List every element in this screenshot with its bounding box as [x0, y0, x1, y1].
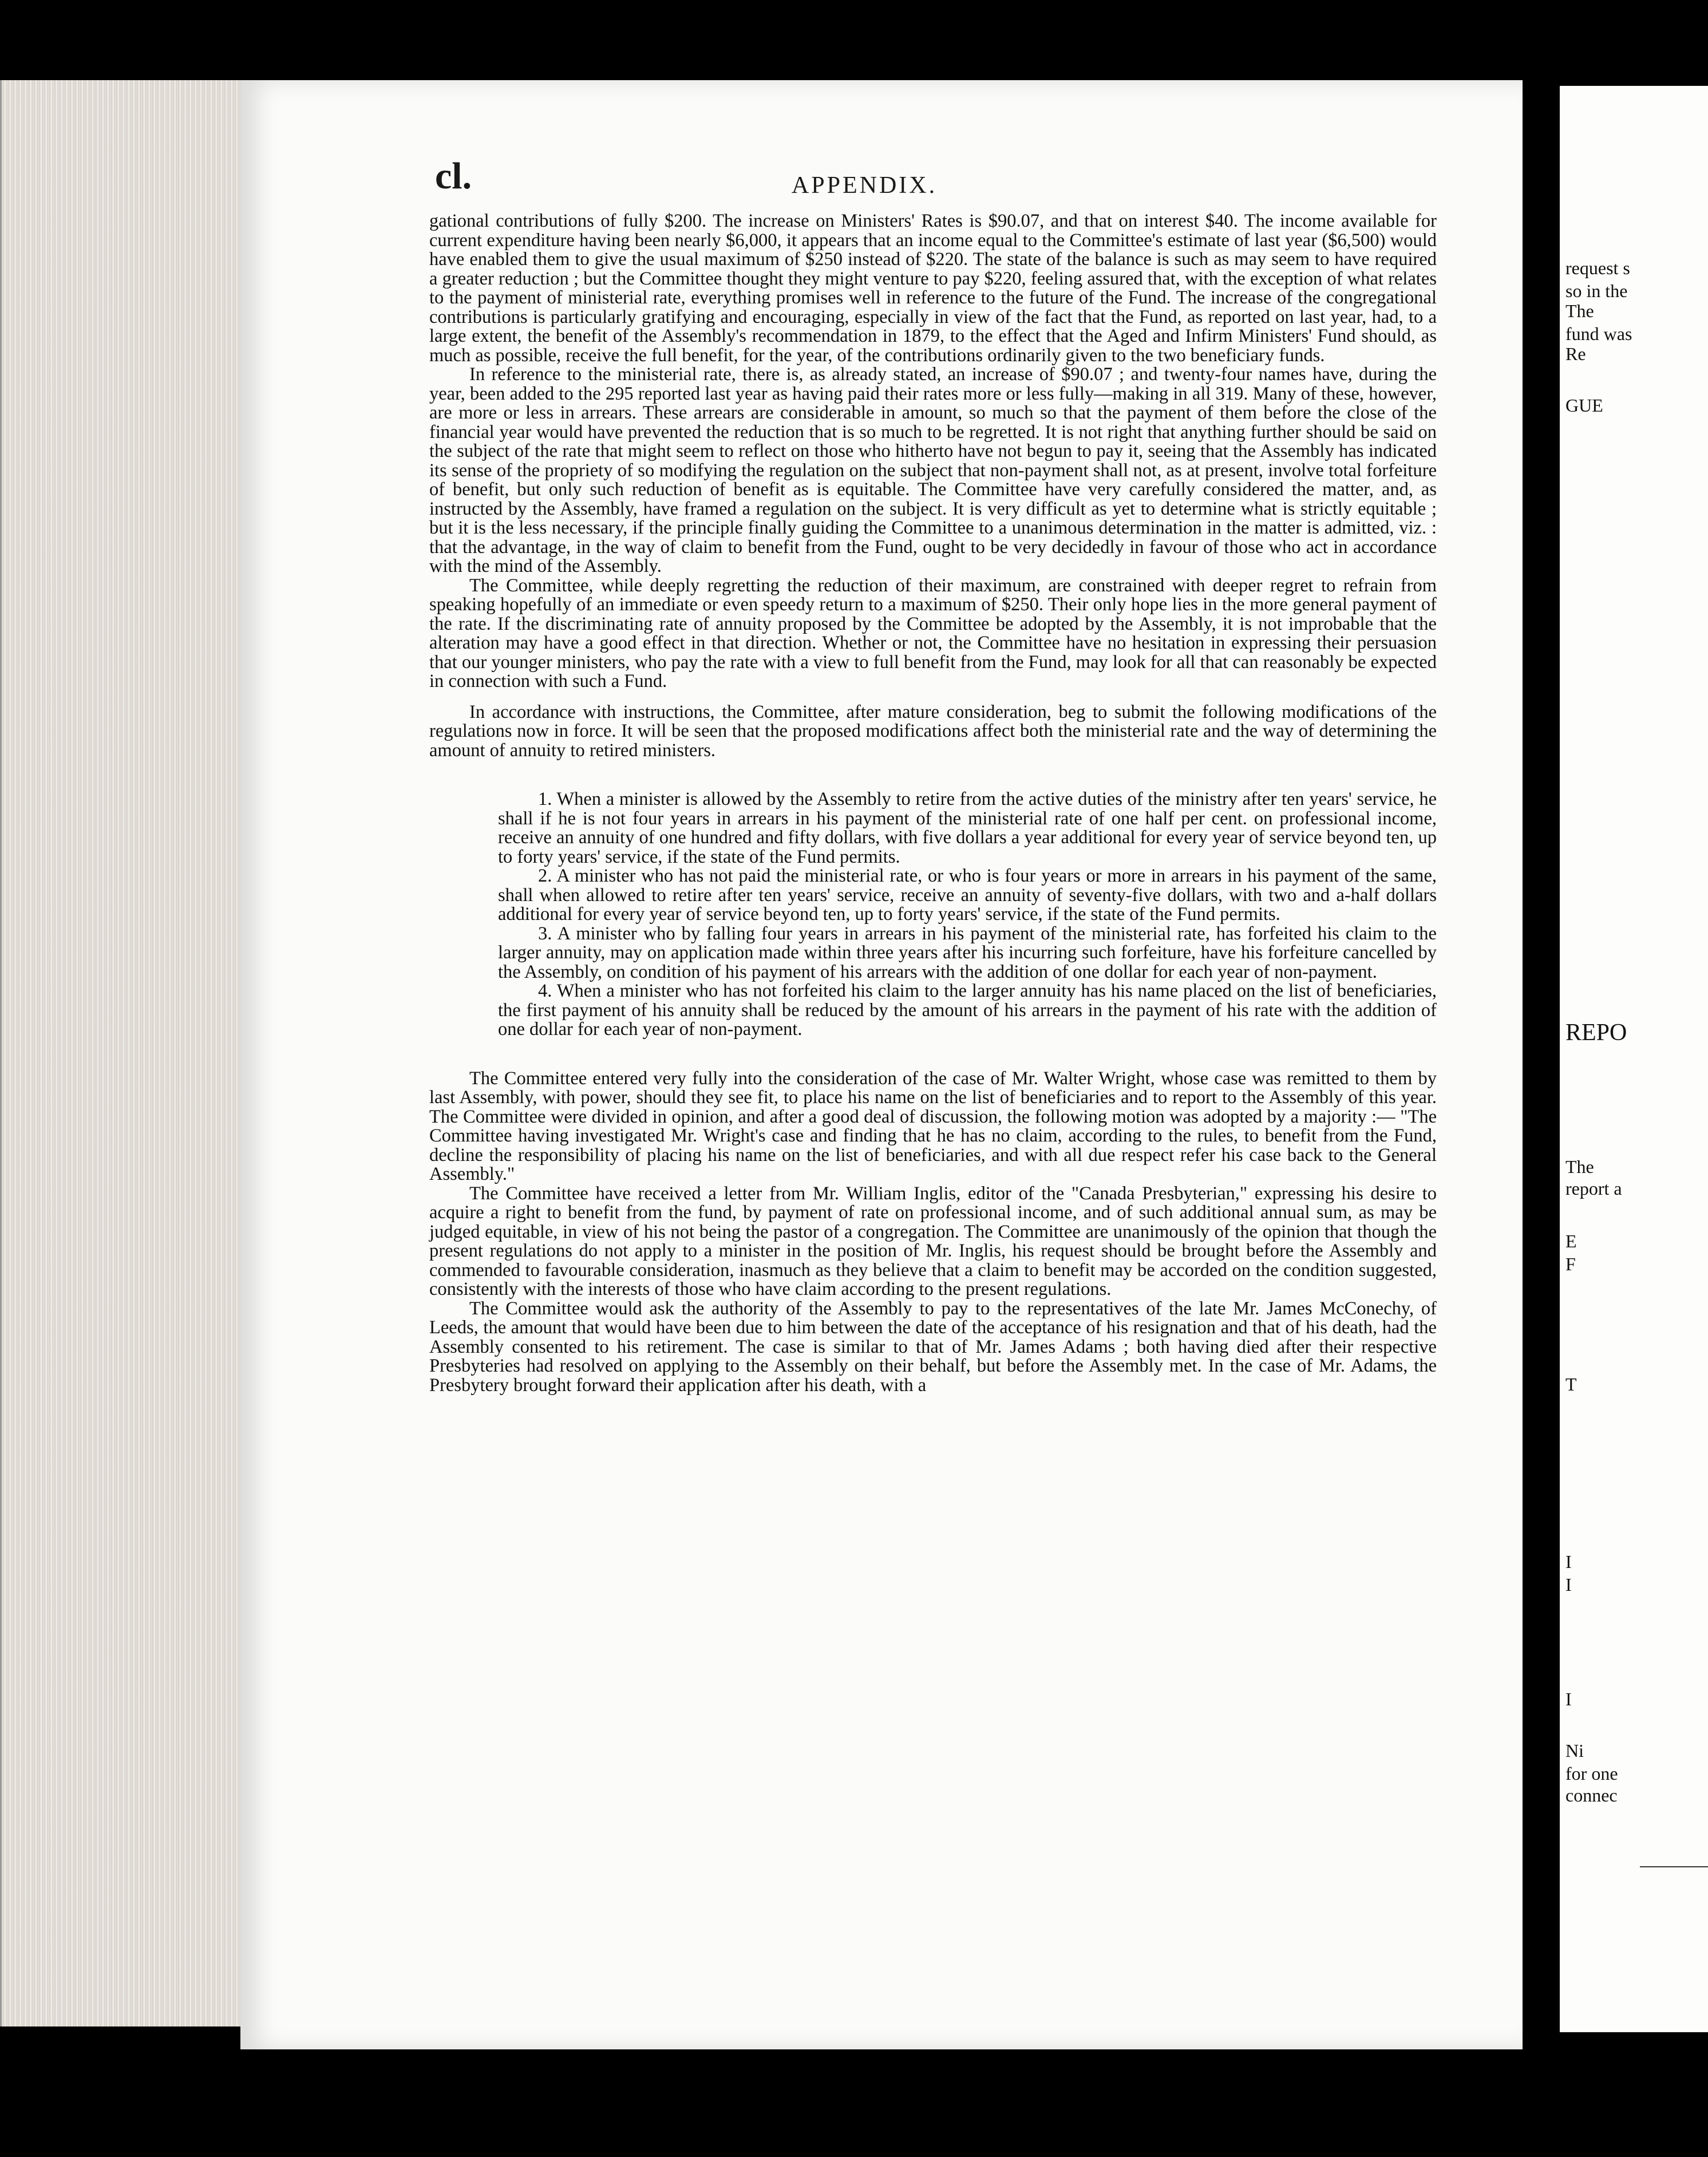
right-page-fragment: fund was: [1565, 323, 1632, 344]
right-page-fragment: The: [1565, 1156, 1594, 1177]
rule-line: [1640, 1866, 1708, 1867]
page-number: cl.: [435, 155, 472, 197]
paragraph: The Committee, while deeply regretting the reduction of their maximum, are constrained with deeper regret to refrain from speaking hopefully of an immediate or even speedy return to a maximum of $250. Their only hope lies in the more general payment of the rate. If the discriminating rate of annuity proposed by the Committee be adopted by the Assembly, it is not improbable that the alteration may have a good effect in that direction. Whether or not, the Committee have no hesitation in expressing their persuasion that our younger ministers, who pay the rate with a view to full benefit from the Fund, may look for all that can reasonably be expected in connection with such a Fund.: [429, 575, 1437, 692]
right-page-fragment: GUE: [1565, 395, 1603, 416]
regulation-item: 2. A minister who has not paid the ministerial rate, or who is four years or more in arrears in his payment of the same, shall when allowed to retire after ten years' service, receive an annuity of seventy-five dollars, with two and a-half dollars additional for every year of service beyond ten, up to forty years' service, if the state of the Fund permits.: [498, 866, 1437, 925]
right-page-fragment: F: [1565, 1254, 1576, 1274]
paragraph: In accordance with instructions, the Committee, after mature consideration, beg to submit the following modifications of the regulations now in force. It will be seen that the proposed modifications affect both the ministerial rate and the way of determining the amount of annuity to retired ministers.: [429, 701, 1437, 761]
paragraph: The Committee entered very fully into the consideration of the case of Mr. Walter Wright, whose case was remitted to them by last Assembly, with power, should they see fit, to place his name on the list of beneficiaries and to report to the Assembly of this year. The Committee were divided in opinion, and after a good deal of discussion, the following motion was adopted by a majority :— "The Committee having investigated Mr. Wright's case and finding that he has no claim, according to the rules, to benefit from the Fund, decline the responsibility of placing his name on the list of beneficiaries, and with all due respect refer his case back to the General Assembly.": [429, 1068, 1437, 1184]
paragraph: The Committee have received a letter from Mr. William Inglis, editor of the "Canada Presbyterian," expressing his desire to acquire a right to benefit from the fund, by payment of rate on professional income, and of such additional annual sum, as may be judged equitable, in view of his not being the pastor of a congregation. The Committee are unanimously of the opinion that though the present regulations do not apply to a minister in the position of Mr. Inglis, his request should be brought before the Assembly and commended to favourable consideration, inasmuch as they believe that a claim to benefit may be accorded on the condition suggested, consistently with the interests of those who have claim according to the present regulations.: [429, 1183, 1437, 1299]
left-page: [240, 80, 1523, 2049]
right-page-fragment: so in the: [1565, 281, 1628, 301]
regulation-item: 3. A minister who by falling four years in arrears in his payment of the ministerial rate, has forfeited his claim to the larger annuity, may on application made within three years after his incurring such forfeiture, have his forfeiture cancelled by the Assembly, on condition of his payment of his arrears with the addition of one dollar for each year of non-payment.: [498, 923, 1437, 982]
book-page-edges: [0, 80, 242, 2026]
right-page-fragment: I: [1565, 1689, 1572, 1709]
right-page-fragment: for one: [1565, 1763, 1618, 1784]
paragraph: In reference to the ministerial rate, there is, as already stated, an increase of $90.07 ; and twenty-four names have, during the year, been added to the 295 reported last year as having paid their rates more or less fully—making in all 319. Many of these, however, are more or less in arrears. These arrears are considerable in amount, so much so that the payment of them before the close of the financial year would have prevented the reduction that is so much to be regretted. It is not right that anything further should be said on the subject of the rate that might seem to reflect on those who hitherto have not begun to pay it, seeing that the Assembly has indicated its sense of the propriety of so modifying the regulation on the subject that non-payment shall not, as at present, involve total forfeiture of benefit, but only such reduction of benefit as is equitable. The Committee have very carefully considered the matter, and, as instructed by the Assembly, have framed a regulation on the subject. It is very difficult as yet to determine what is strictly equitable ; but it is the less necessary, if the principle finally guiding the Committee to a unanimous determination in the matter is admitted, viz. : that the advantage, in the way of claim to benefit from the Fund, ought to be very decidedly in favour of those who act in accordance with the mind of the Assembly.: [429, 364, 1437, 576]
right-page-fragment: The: [1565, 301, 1594, 321]
right-page-fragment: E: [1565, 1231, 1577, 1251]
right-page-fragment: T: [1565, 1374, 1577, 1394]
regulation-list: [498, 790, 1437, 1040]
running-title: APPENDIX.: [791, 172, 938, 199]
right-page-fragment: I: [1565, 1574, 1572, 1595]
paragraph: The Committee would ask the authority of the Assembly to pay to the representatives of the late Mr. James McConechy, of Leeds, the amount that would have been due to him between the date of the acceptance of his resignation and that of his death, had the Assembly consented to his retirement. The case is similar to that of Mr. James Adams ; both having died after their respective Presbyteries had resolved on applying to the Assembly on their behalf, but before the Assembly met. In the case of Mr. Adams, the Presbytery brought forward their application after his death, with a: [429, 1298, 1437, 1396]
page-header: [435, 155, 1294, 206]
body-text: [429, 212, 1437, 1395]
right-page-edge: [1560, 86, 1708, 2032]
right-page-fragment: connec: [1565, 1785, 1618, 1806]
right-page-fragment: Re: [1565, 343, 1586, 364]
paragraph: gational contributions of fully $200. The increase on Ministers' Rates is $90.07, and that on interest $40. The income available for current expenditure having been nearly $6,000, it appears that an income equal to the Committee's estimate of last year ($6,500) would have enabled them to give the usual maximum of $250 instead of $220. The state of the balance is such as may seem to have required a greater reduction ; but the Committee thought they might venture to pay $220, feeling assured that, with the exception of what relates to the payment of ministerial rate, everything promises well in reference to the future of the Fund. The increase of the congregational contributions is particularly gratifying and encouraging, especially in view of the fact that the Fund, as reported on last year, had, to a large extent, the benefit of the Assembly's recommendation in 1879, to the effect that the Aged and Infirm Ministers' Fund should, as much as possible, receive the full benefit, for the year, of the contributions ordinarily given to the two beneficiary funds.: [429, 211, 1437, 366]
right-page-fragment: report a: [1565, 1178, 1622, 1199]
right-page-fragment: Ni: [1565, 1740, 1584, 1761]
regulation-item: 4. When a minister who has not forfeited his claim to the larger annuity has his name placed on the list of beneficiaries, the first payment of his annuity shall be reduced by the amount of his arrears in the payment of his rate with the addition of one dollar for each year of non-payment.: [498, 981, 1437, 1040]
regulation-item: 1. When a minister is allowed by the Assembly to retire from the active duties of the ministry after ten years' service, he shall if he is not four years in arrears in his payment of the ministerial rate of one half per cent. on professional income, receive an annuity of one hundred and fifty dollars, with five dollars a year additional for every year of service beyond ten, up to forty years' service, if the state of the Fund permits.: [498, 789, 1437, 867]
right-page-fragment: request s: [1565, 258, 1630, 278]
right-page-fragment: I: [1565, 1551, 1572, 1572]
right-page-fragment: REPO: [1565, 1020, 1627, 1046]
